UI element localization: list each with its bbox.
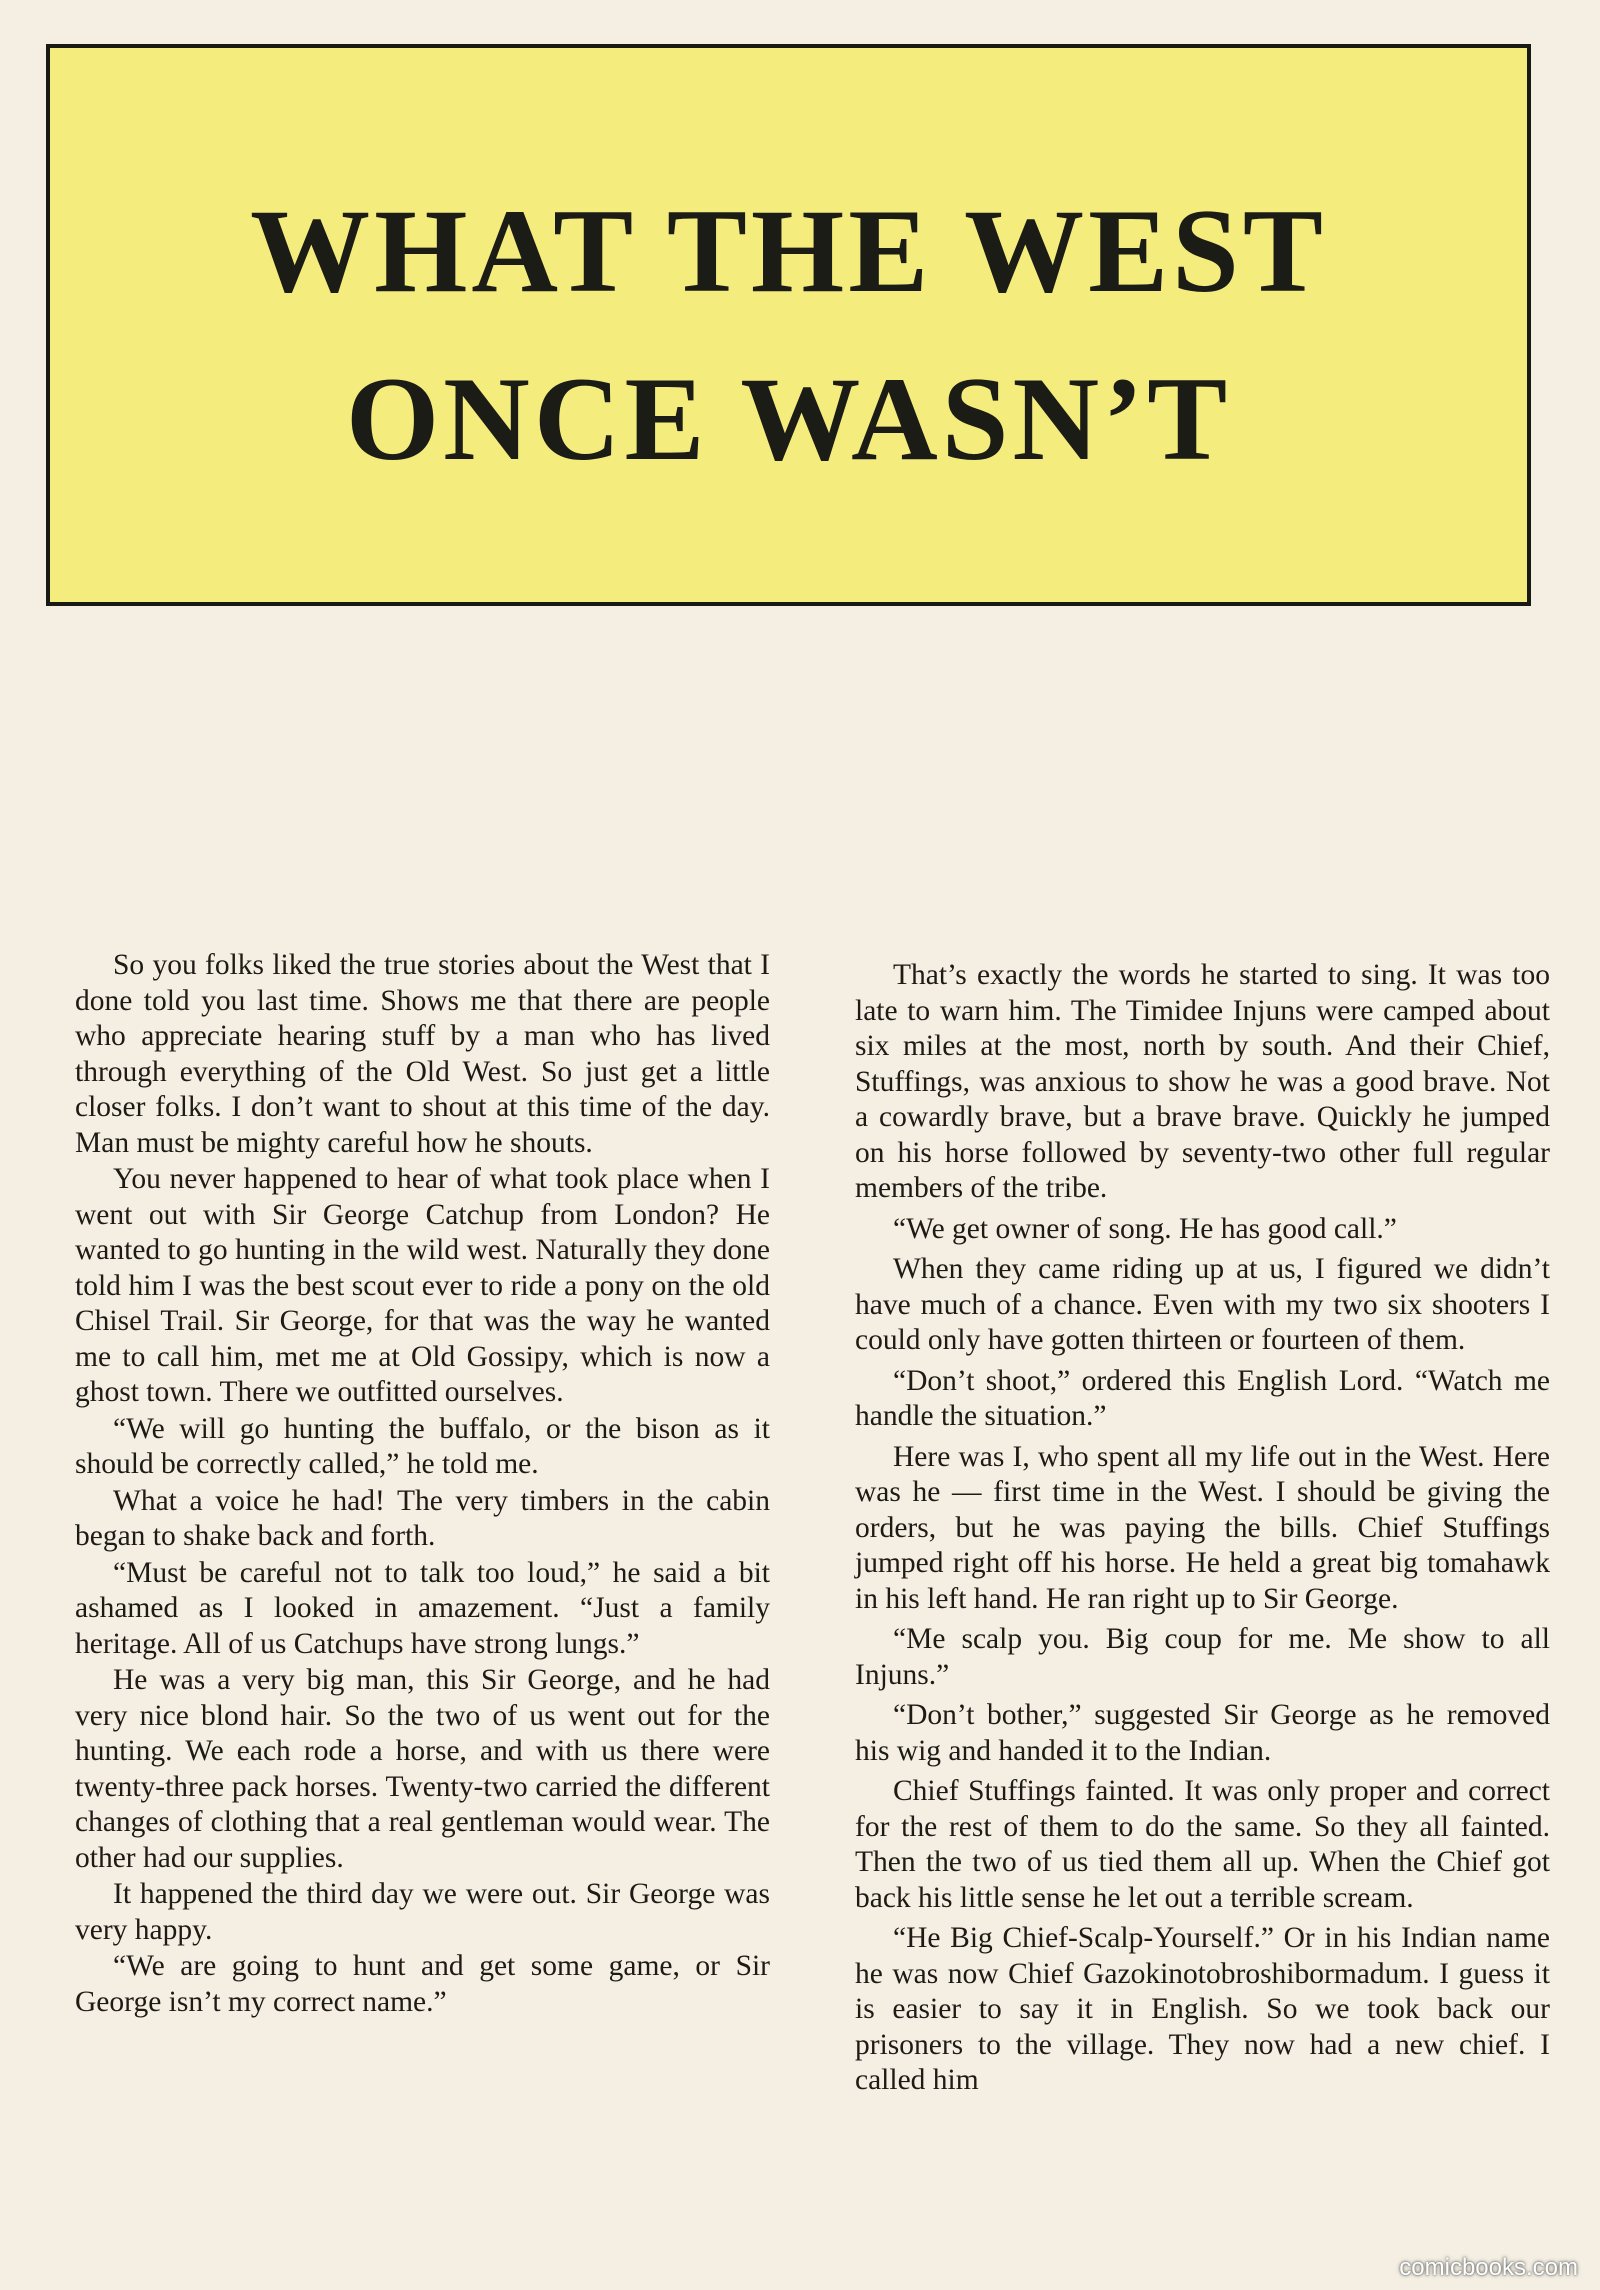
- paragraph: When they came riding up at us, I figured we didn’t have much of a chance. Even with my two six shooters I could only have gotten thirteen or fourteen of them.: [855, 1253, 1550, 1356]
- paragraph: Chief Stuffings fainted. It was only proper and correct for the rest of them to do the same. So they all fainted. Then the two of us tied them all up. When the Chief got back his little sense he let out a terrible scream.: [855, 1775, 1550, 1914]
- left-column: [75, 948, 770, 2268]
- paragraph: “He Big Chief-Scalp-Yourself.” Or in his Indian name he was now Chief Gazokinotobroshibormadum. I guess it is easier to say it in English. So we took back our prisoners to the village. They now had a new chief. I called him: [855, 1922, 1550, 2096]
- paragraph: It happened the third day we were out. Sir George was very happy.: [75, 1878, 770, 1946]
- watermark: comicbooks.com: [1399, 2254, 1578, 2281]
- paragraph: You never happened to hear of what took place when I went out with Sir George Catchup from London? He wanted to go hunting in the wild west. Naturally they done told him I was the best scout ever to ride a pony on the old Chisel Trail. Sir George, for that was the way he wanted me to call him, met me at Old Gossipy, which is now a ghost town. There we outfitted ourselves.: [75, 1163, 770, 1408]
- paragraph: “We get owner of song. He has good call.”: [893, 1212, 1397, 1245]
- paragraph: “We are going to hunt and get some game, or Sir George isn’t my correct name.”: [75, 1950, 770, 2018]
- paragraph: What a voice he had! The very timbers in the cabin began to shake back and forth.: [75, 1484, 770, 1552]
- paragraph: “Me scalp you. Big coup for me. Me show to all Injuns.”: [855, 1623, 1550, 1691]
- paragraph: “We will go hunting the buffalo, or the bison as it should be correctly called,” he told me.: [75, 1412, 770, 1480]
- paragraph: “Don’t bother,” suggested Sir George as he removed his wig and handed it to the Indian.: [855, 1699, 1550, 1767]
- article-body: [75, 948, 1550, 2268]
- paragraph: Here was I, who spent all my life out in the West. Here was he — first time in the West. I should be giving the orders, but he was paying the bills. Chief Stuffings jumped right off his horse. He held a great big tomahawk in his left hand. He ran right up to Sir George.: [855, 1440, 1550, 1615]
- title-line-2: ONCE WASN’T: [345, 352, 1232, 485]
- paragraph: So you folks liked the true stories about the West that I done told you last time. Shows me that there are people who appreciate hearing stuff by a man who has lived through everything of the Old West. So just get a little closer folks. I don’t want to shout at this time of the day. Man must be mighty careful how he shouts.: [75, 949, 770, 1159]
- right-column: [855, 948, 1550, 2268]
- title-box: [46, 44, 1531, 606]
- paragraph: That’s exactly the words he started to sing. It was too late to warn him. The Timidee Injuns were camped about six miles at the most, north by south. And their Chief, Stuffings, was anxious to show he was a good brave. Not a cowardly brave, but a brave brave. Quickly he jumped on his horse followed by seventy-two other full regular members of the tribe.: [855, 959, 1550, 1204]
- paragraph: He was a very big man, this Sir George, and he had very nice blond hair. So the two of us went out for the hunting. We each rode a horse, and with us there were twenty-three pack horses. Twenty-two carried the different changes of clothing that a real gentleman would wear. The other had our supplies.: [75, 1664, 770, 1874]
- paragraph: “Don’t shoot,” ordered this English Lord. “Watch me handle the situation.”: [855, 1364, 1550, 1432]
- paragraph: “Must be careful not to talk too loud,” he said a bit ashamed as I looked in amazement. “Just a family heritage. All of us Catchups have strong lungs.”: [75, 1556, 770, 1660]
- title-line-1: WHAT THE WEST: [250, 184, 1327, 317]
